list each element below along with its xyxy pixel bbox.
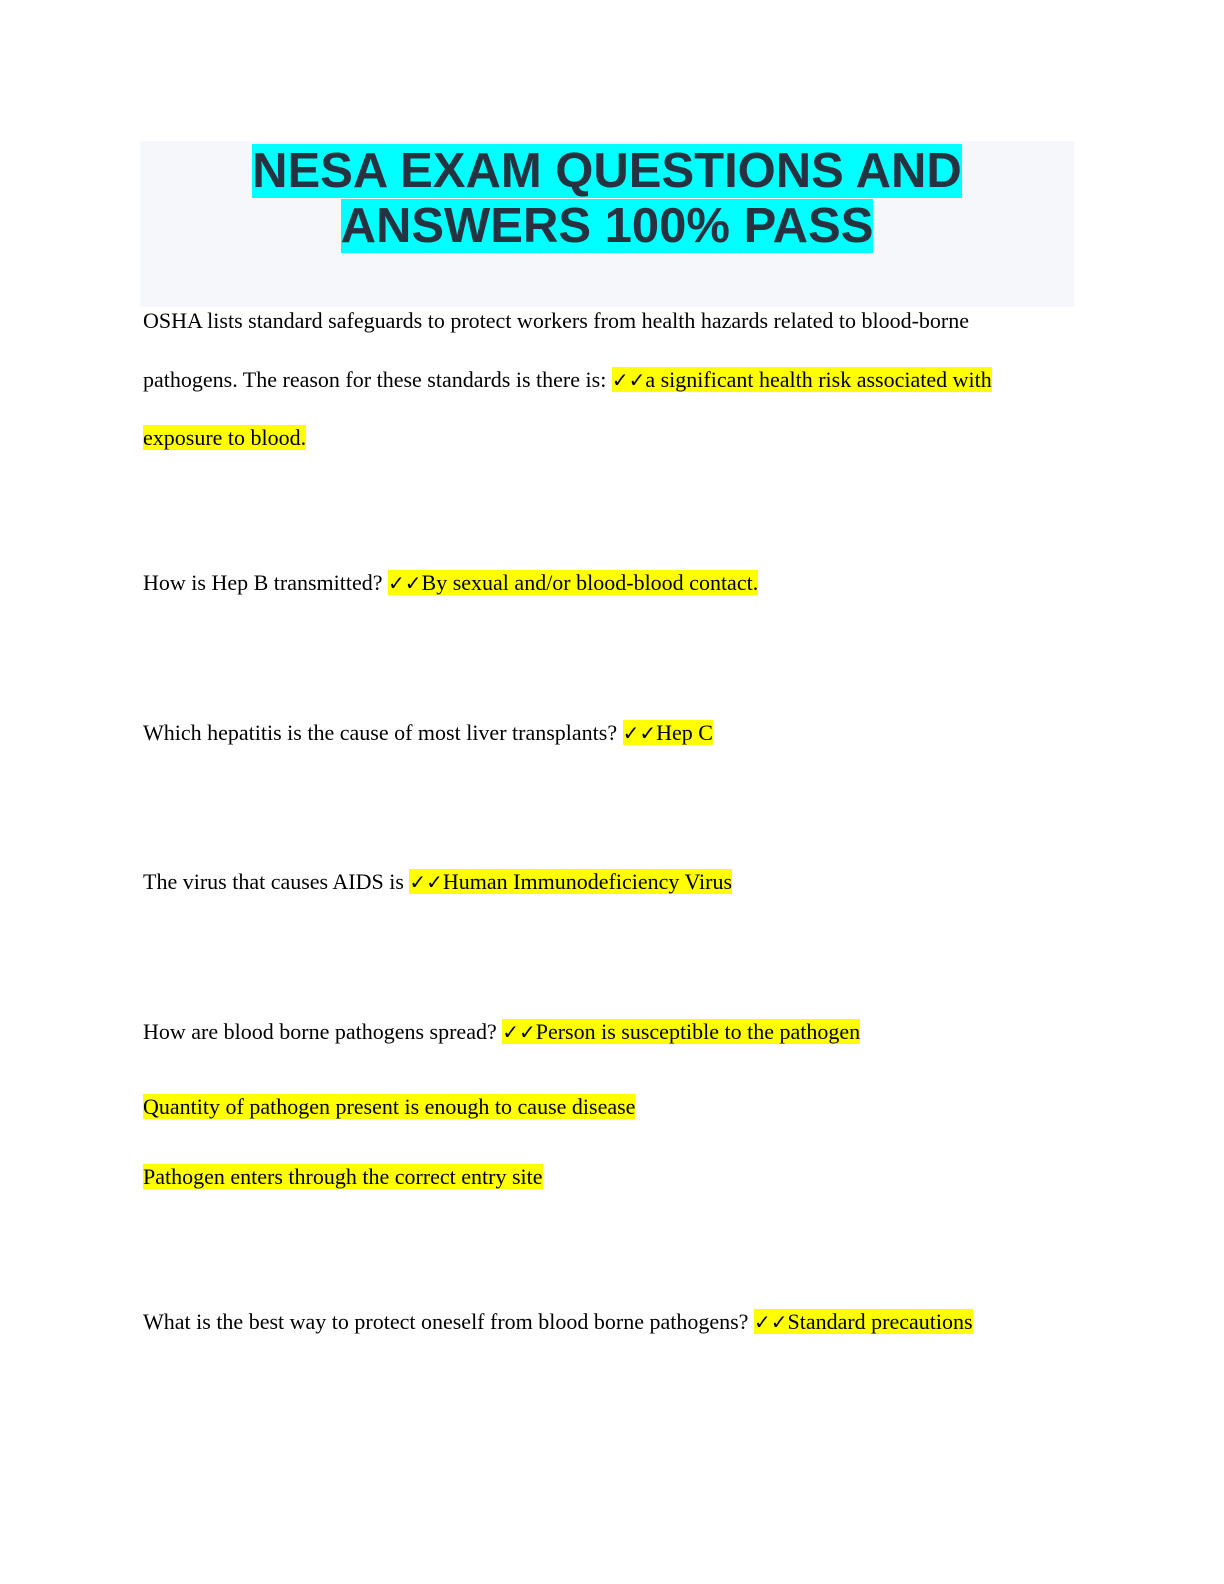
question-4-line <box>143 866 732 898</box>
answer-5-line-1 <box>502 1019 860 1044</box>
question-2-text: How is Hep B transmitted? <box>143 570 389 595</box>
question-2-line <box>143 567 758 599</box>
check-mark-icon: ✓✓ <box>409 870 443 894</box>
question-6-line <box>143 1306 973 1338</box>
answer-5-line-2 <box>143 1091 635 1123</box>
question-5-text: How are blood borne pathogens spread? <box>143 1019 503 1044</box>
question-1-line-2 <box>143 364 992 396</box>
answer-6 <box>754 1309 973 1334</box>
question-6-text: What is the best way to protect oneself from blood borne pathogens? <box>143 1309 754 1334</box>
answer-1-text-1: a significant health risk associated with <box>645 367 992 392</box>
question-3-text: Which hepatitis is the cause of most liver transplants? <box>143 720 623 745</box>
answer-2 <box>388 570 758 595</box>
title-box <box>140 141 1074 307</box>
question-5-line <box>143 1016 860 1048</box>
answer-5-text-1: Person is susceptible to the pathogen <box>535 1019 861 1044</box>
question-3-line <box>143 717 713 749</box>
question-1-text-1: OSHA lists standard safeguards to protect workers from health hazards related to blood-borne <box>143 308 969 333</box>
check-mark-icon: ✓✓ <box>622 721 657 745</box>
question-1-text-2: pathogens. The reason for these standards is there is: <box>143 367 612 392</box>
answer-6-text: Standard precautions <box>787 1309 973 1334</box>
check-mark-icon: ✓✓ <box>611 368 646 392</box>
question-4-text: The virus that causes AIDS is <box>143 869 410 894</box>
document-title <box>140 144 1074 254</box>
answer-1-text-2: exposure to blood. <box>143 425 307 450</box>
question-1-line-1 <box>143 305 969 337</box>
title-line-2: ANSWERS 100% PASS <box>340 199 874 253</box>
answer-1-line-2 <box>143 422 306 454</box>
answer-1-line-1 <box>612 367 992 392</box>
check-mark-icon: ✓✓ <box>502 1020 536 1044</box>
answer-5-line-3 <box>143 1161 543 1193</box>
answer-4-text: Human Immunodeficiency Virus <box>442 869 733 894</box>
answer-3-text: Hep C <box>656 720 713 745</box>
check-mark-icon: ✓✓ <box>753 1310 788 1334</box>
answer-5-text-3: Pathogen enters through the correct entry site <box>143 1164 543 1189</box>
answer-4 <box>409 869 732 894</box>
check-mark-icon: ✓✓ <box>388 571 422 595</box>
answer-5-text-2: Quantity of pathogen present is enough to cause disease <box>143 1094 636 1119</box>
answer-3 <box>623 720 713 745</box>
title-line-1: NESA EXAM QUESTIONS AND <box>252 144 962 198</box>
answer-2-text: By sexual and/or blood-blood contact. <box>421 570 759 595</box>
